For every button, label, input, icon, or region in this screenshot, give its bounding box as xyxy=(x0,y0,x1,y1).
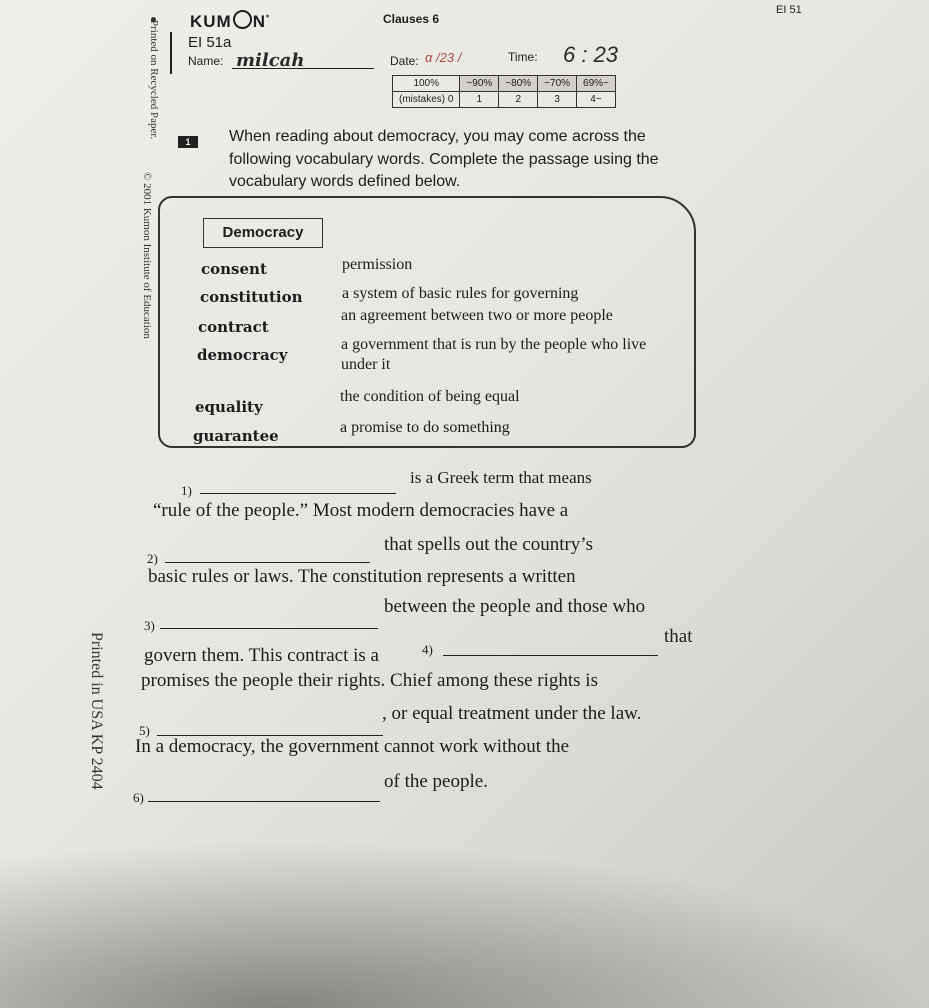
vocab-definition: an agreement between two or more people xyxy=(341,307,613,324)
time-label: Time: xyxy=(508,50,538,64)
date-field[interactable]: α /23 / xyxy=(425,50,462,65)
vocab-term: contract xyxy=(198,318,269,336)
time-field[interactable]: 6 : 23 xyxy=(563,42,619,67)
answer-blank-6[interactable] xyxy=(148,801,380,802)
blank-number: 4) xyxy=(422,642,433,657)
blank-number: 6) xyxy=(133,790,144,805)
copyright-note: © 2001 Kumon Institute of Education xyxy=(141,172,153,339)
answer-blank-4[interactable] xyxy=(443,655,658,656)
score-cell: ~70% xyxy=(538,76,577,92)
blank-number: 1) xyxy=(181,483,192,498)
vocab-title: Democracy xyxy=(203,218,323,248)
vocab-definition: a promise to do something xyxy=(340,419,510,436)
score-cell: 2 xyxy=(499,92,538,108)
score-cell: 100% xyxy=(393,76,460,92)
score-cell: 1 xyxy=(460,92,499,108)
recycled-paper-note: Printed on Recycled Paper. xyxy=(148,20,160,140)
page-shadow xyxy=(0,840,929,1008)
score-cell: 4~ xyxy=(577,92,616,108)
vocab-term: equality xyxy=(195,398,263,416)
score-cell: ~90% xyxy=(460,76,499,92)
passage-line: basic rules or laws. The constitution represents a written xyxy=(148,566,576,587)
kumon-logo: KUM N* xyxy=(190,12,271,31)
blank-number: 3) xyxy=(144,618,155,633)
date-label: Date: xyxy=(390,54,419,68)
exercise-number-badge: 1 xyxy=(178,136,198,148)
name-field[interactable]: milcah xyxy=(236,50,305,71)
blank-number: 2) xyxy=(147,551,158,566)
score-cell: 69%~ xyxy=(577,76,616,92)
passage-line: govern them. This contract is a xyxy=(144,645,379,666)
passage-line: of the people. xyxy=(384,771,488,792)
section-title: Clauses 6 xyxy=(383,12,440,26)
vocab-definition: permission xyxy=(342,256,413,273)
passage-line: that spells out the country’s xyxy=(384,534,593,555)
score-table xyxy=(392,75,616,108)
printed-note: Printed in USA KP 2404 xyxy=(88,632,105,790)
score-row-percent xyxy=(393,76,616,92)
passage-line: is a Greek term that means xyxy=(410,468,592,487)
blank-number: 5) xyxy=(139,723,150,738)
passage-line: “rule of the people.” Most modern democracies have a xyxy=(153,500,569,521)
vocab-definition: a system of basic rules for governing xyxy=(342,285,579,302)
answer-blank-1[interactable] xyxy=(200,493,396,494)
vocab-definition: the condition of being equal xyxy=(340,388,520,405)
vocab-term: constitution xyxy=(200,288,303,306)
vocab-term: democracy xyxy=(197,346,288,364)
vocab-term: consent xyxy=(201,260,267,278)
score-cell: 3 xyxy=(538,92,577,108)
answer-blank-3[interactable] xyxy=(160,628,378,629)
score-cell: (mistakes) 0 xyxy=(393,92,460,108)
level-code: EI 51a xyxy=(188,34,232,51)
score-row-mistakes xyxy=(393,92,616,108)
answer-blank-2[interactable] xyxy=(165,562,370,563)
score-cell: ~80% xyxy=(499,76,538,92)
logo-ring-icon xyxy=(233,10,252,29)
instruction-text: When reading about democracy, you may come across the following vocabulary words. Complete the passage using the vocabulary words defined below. xyxy=(229,128,659,190)
vocab-definition: a government that is run by the people who live under it xyxy=(341,336,647,373)
passage-line: between the people and those who xyxy=(384,596,646,617)
header-divider xyxy=(170,32,172,74)
passage-line: promises the people their rights. Chief among these rights is xyxy=(141,670,598,691)
vocab-term: guarantee xyxy=(193,427,279,445)
passage-line: In a democracy, the government cannot work without the xyxy=(135,736,570,757)
worksheet-code: EI 51 xyxy=(776,4,802,16)
passage-line: , or equal treatment under the law. xyxy=(382,703,642,724)
name-label: Name: xyxy=(188,54,224,68)
passage-line: that xyxy=(664,626,693,647)
